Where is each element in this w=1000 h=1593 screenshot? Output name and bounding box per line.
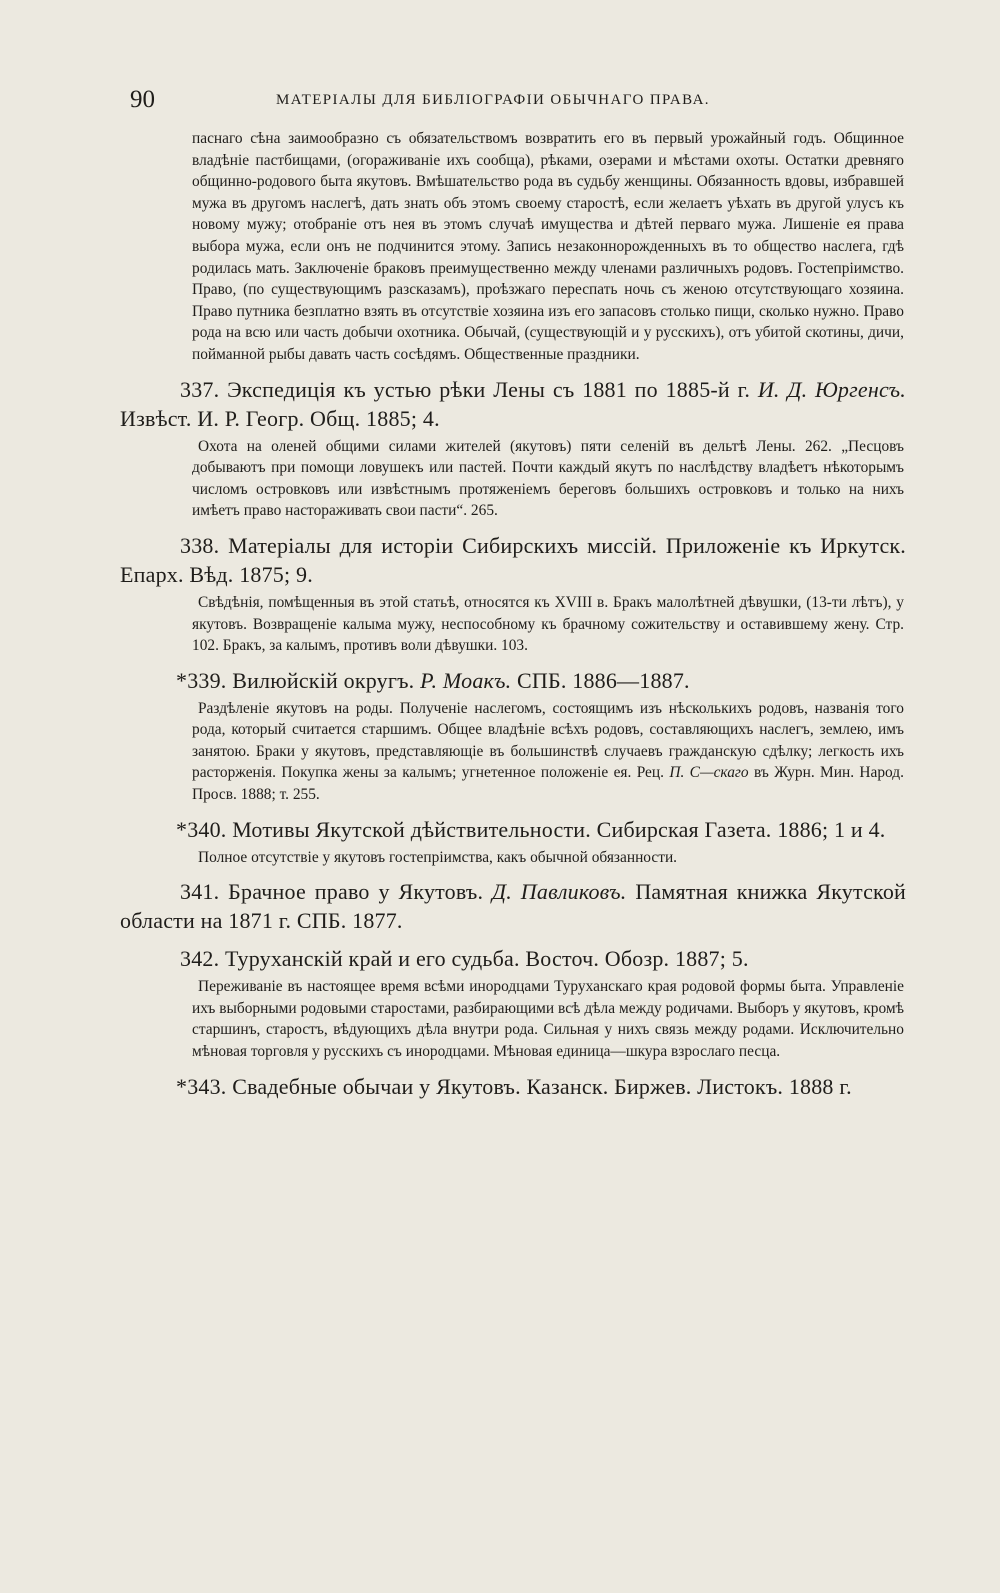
entry-heading	[120, 1072, 906, 1101]
entry-body: Свѣдѣнія, помѣщенныя въ этой статьѣ, относятся къ XVIII в. Бракъ малолѣтней дѣвушки, (13-ти лѣтъ), у якутовъ. Возвращеніе калыма мужу, неспособному къ брачному сожительству и оставившему жену. Стр. 102. Бракъ, за калымъ, противъ воли дѣвушки. 103.	[192, 593, 904, 655]
entry-number: 338.	[180, 532, 220, 558]
page-number: 90	[130, 86, 155, 113]
entry-title: Мотивы Якутской дѣйствительности. Сибирская Газета. 1886; 1 и 4.	[232, 816, 886, 842]
entry-author: И. Д. Юргенсъ.	[757, 376, 906, 402]
entry-heading	[120, 877, 906, 935]
entry-source: Памятная книжка Якутской области на 1871 г. СПБ. 1877.	[120, 879, 906, 934]
entry-body-text: Раздѣленіе якутовъ на роды. Полученіе наслегомъ, состоящимъ изъ нѣсколькихъ родовъ, названія того рода, который считается старшимъ. Общее владѣніе всѣхъ родовъ, составляющихъ наслегъ, землею, имъ занятою. Браки у якутовъ, представляющіе въ большинствѣ случаевъ гражданскую сдѣлку; легкость ихъ расторженія. Покупка жены за калымъ; угнетенное положеніе ея. Рец.	[192, 699, 904, 782]
entry-number: *340.	[176, 816, 227, 842]
entry-339	[120, 666, 906, 806]
running-title: МАТЕРІАЛЫ ДЛЯ БИБЛІОГРАФІИ ОБЫЧНАГО ПРАВА.	[276, 92, 710, 108]
entry-338	[120, 531, 906, 657]
entry-341	[120, 877, 906, 935]
review-author: П. С—скаго	[669, 764, 749, 782]
entry-body: Переживаніе въ настоящее время всѣми инородцами Туруханскаго края родовой формы быта. Управленіе ихъ выборными родовыми старостами, разбирающими всѣ дѣла между родичами. Выборъ у якутовъ, кромѣ старшинъ, старостъ, вѣдующихъ дѣла внутри рода. Сильная у нихъ связь между родами. Исключительно мѣновая торговля у русскихъ съ инородцами. Мѣновая единица—шкура взрослаго песца.	[192, 978, 904, 1061]
entry-number: *343.	[176, 1073, 227, 1099]
entry-342	[120, 944, 906, 1062]
entry-title: Брачное право у Якутовъ.	[228, 879, 484, 905]
page-content	[120, 128, 906, 1104]
entry-body: Полное отсутствіе у якутовъ гостепріимства, какъ обычной обязанности.	[198, 848, 678, 866]
entry-337	[120, 375, 906, 522]
entry-author: Р. Моакъ.	[420, 667, 512, 693]
entry-title: Туруханскій край и его судьба. Восточ. Обозр. 1887; 5.	[225, 946, 749, 972]
entry-343	[120, 1072, 906, 1101]
entry-source: СПБ. 1886—1887.	[517, 667, 690, 693]
entry-title: Экспедиція къ устью рѣки Лены съ 1881 по 1885-й г.	[227, 376, 751, 402]
entry-heading	[120, 531, 906, 589]
entry-title: Матеріалы для исторіи Сибирскихъ миссій. Приложеніе къ Иркутск. Епарх. Вѣд. 1875; 9.	[120, 532, 906, 587]
entry-body	[192, 698, 906, 806]
entry-heading	[120, 666, 906, 695]
entry-source: Извѣст. И. Р. Геогр. Общ. 1885; 4.	[120, 405, 440, 431]
entry-title: Вилюйскій округъ.	[232, 667, 415, 693]
entry-number: 342.	[180, 946, 220, 972]
entry-number: *339.	[176, 667, 227, 693]
entry-body: Охота на оленей общими силами жителей (якутовъ) пяти селеній въ дельтѣ Лены. 262. „Песцовъ добываютъ при помощи ловушекъ или пастей. Почти каждый якутъ по наслѣдству владѣетъ нѣкоторымъ числомъ островковъ или извѣстнымъ протяженіемъ береговъ большихъ островковъ и только на нихъ имѣетъ право настораживать свои пасти“. 265.	[192, 437, 904, 520]
entry-heading	[120, 375, 906, 433]
page-header	[130, 86, 910, 120]
entry-body-text: въ Журн. Мин. Народ. Просв. 1888; т. 255.	[192, 764, 904, 804]
entry-heading	[120, 944, 906, 973]
entry-340	[120, 815, 906, 869]
entry-heading	[120, 815, 906, 844]
intro-paragraph: паснаго сѣна заимообразно съ обязательствомъ возвратить его въ первый урожайный годъ. Общинное владѣніе пастбищами, (огораживаніе ихъ сообща), рѣками, озерами и мѣстами охоты. Остатки древняго общинно-родового быта якутовъ. Вмѣшательство рода въ судьбу женщины. Обязанность вдовы, избравшей мужа въ другомъ наслегѣ, дать знать объ этомъ своему старостѣ, если желаетъ уѣхать въ другой улусъ къ новому мужу; отобраніе отъ нея въ этомъ случаѣ имущества и дѣтей перваго мужа. Лишеніе ея права выбора мужа, если онъ не подчинится этому. Запись незаконнорожденныхъ въ то общество наслега, гдѣ родилась мать. Заключеніе браковъ преимущественно между членами различныхъ родовъ. Гостепріимство. Право, (по существующимъ разсказамъ), проѣзжаго переспать ночь съ женою отсутствующаго хозяина. Право путника безплатно взять въ отсутствіе хозяина изъ его запасовъ столько пищи, сколько нужно. Право рода на всю или часть добычи охотника. Обычай, (существующій и у русскихъ), отъ убитой скотины, дичи, пойманной рыбы давать часть сосѣдямъ. Общественные праздники.	[192, 130, 904, 363]
entry-author: Д. Павликовъ.	[492, 879, 627, 905]
entry-number: 341.	[180, 879, 220, 905]
entry-number: 337.	[180, 376, 220, 402]
entry-title: Свадебные обычаи у Якутовъ. Казанск. Биржев. Листокъ. 1888 г.	[232, 1073, 852, 1099]
